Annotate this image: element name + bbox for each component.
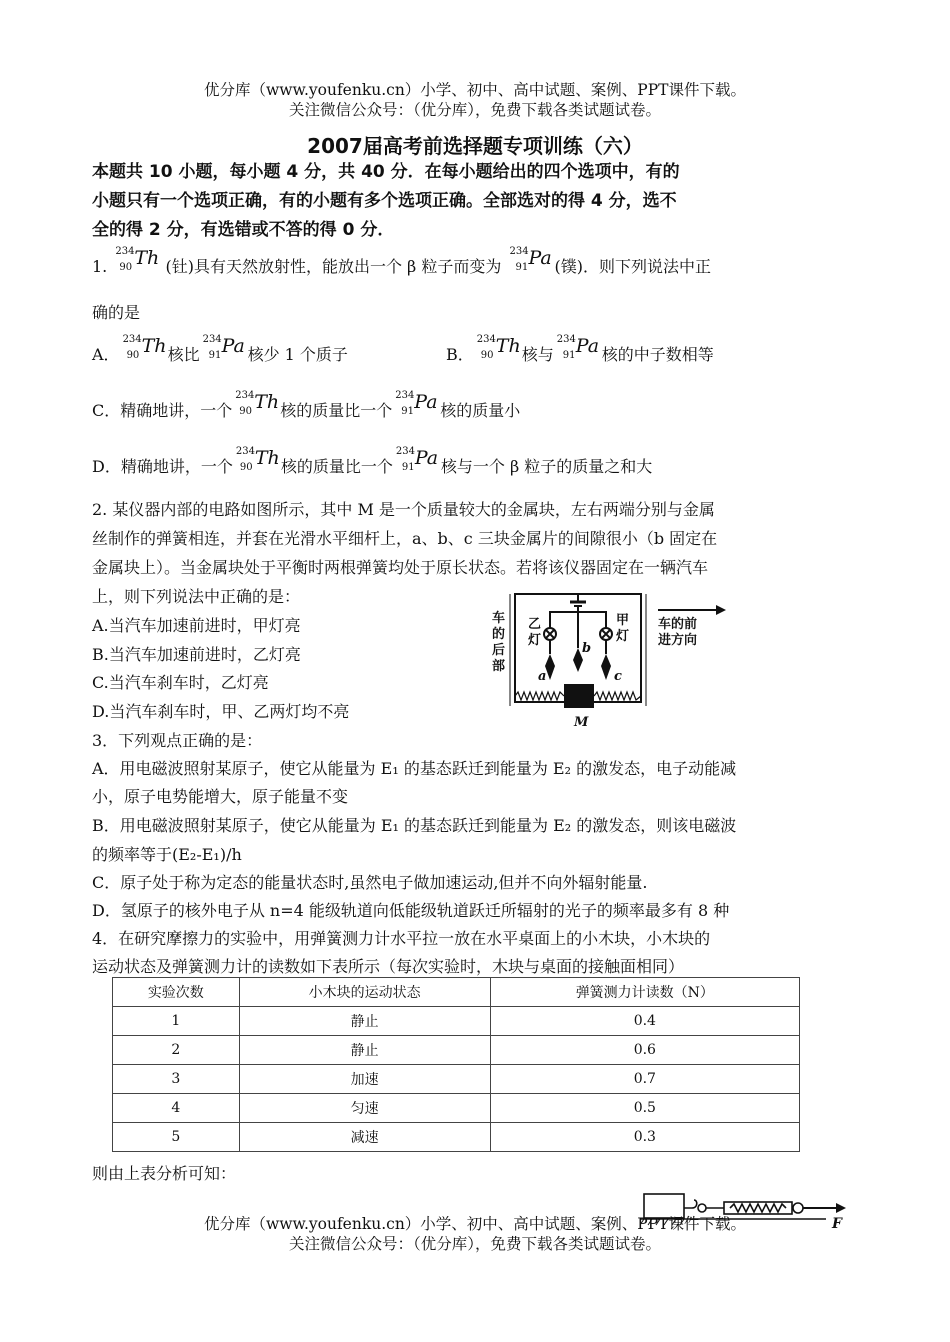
- right-spring: [594, 692, 641, 700]
- lamp-yi-label: 乙: [528, 617, 542, 632]
- rear-label: 部: [492, 659, 506, 674]
- table-row: 3 加速 0.7: [113, 1065, 800, 1094]
- q2-option-a[interactable]: A.当汽车加速前进时，甲灯亮: [92, 616, 301, 635]
- q2-stem: 2. 某仪器内部的电路如图所示，其中 M 是一个质量较大的金属块，左右两端分别与金属: [92, 500, 715, 519]
- rear-label: 的: [492, 627, 506, 642]
- lamp-jia-icon: [600, 628, 612, 640]
- table-row: 4 匀速 0.5: [113, 1094, 800, 1123]
- pa-nuclide: 234 91 Pa: [395, 446, 439, 473]
- table-row: 1 静止 0.4: [113, 1007, 800, 1036]
- q2-option-c[interactable]: C.当汽车刹车时，乙灯亮: [92, 673, 269, 692]
- lamp-jia-label: 甲: [616, 613, 630, 628]
- th-nuclide: 234 90 Th: [115, 246, 160, 273]
- intro-line: 全的得 2 分，有选错或不答的得 0 分．: [92, 220, 395, 240]
- label-c: c: [614, 669, 622, 684]
- table-row: 5 减速 0.3: [113, 1123, 800, 1152]
- intro-line: 小题只有一个选项正确，有的小题有多个选项正确。全部选对的得 4 分，选不: [92, 191, 677, 211]
- q1-option-d[interactable]: D．精确地讲，一个 234 90 Th 核的质量比一个 234 91 Pa 核与一个 β 粒子的质量之和大: [92, 446, 653, 476]
- site-footer-line2: 关注微信公众号：（优分库），免费下载各类试题试卷。: [288, 1235, 661, 1253]
- table-header: 弹簧测力计读数（N）: [490, 978, 799, 1007]
- pa-nuclide: 234 91 Pa: [509, 246, 552, 273]
- force-arrow-icon: [836, 1203, 846, 1213]
- front-label: 进方向: [658, 633, 698, 648]
- q1-stem-cont: 确的是: [92, 303, 141, 322]
- label-M: M: [574, 715, 589, 730]
- th-nuclide: 234 90 Th: [476, 334, 521, 361]
- q1-option-a[interactable]: A． 234 90 Th 核比 234 91 Pa 核少 1 个质子: [92, 334, 348, 364]
- q4-stem: 4．在研究摩擦力的实验中，用弹簧测力计水平拉一放在水平桌面上的小木块，小木块的: [92, 929, 711, 948]
- page-title: 2007届高考前选择题专项训练（六）: [307, 134, 643, 158]
- q4-after: 则由上表分析可知：: [92, 1164, 237, 1183]
- q2-option-d[interactable]: D.当汽车刹车时，甲、乙两灯均不亮: [92, 702, 350, 721]
- table-row: 2 静止 0.6: [113, 1036, 800, 1065]
- lamp-yi-label: 灯: [528, 633, 542, 648]
- q1-option-c[interactable]: C．精确地讲，一个 234 90 Th 核的质量比一个 234 91 Pa 核的质量小: [92, 390, 521, 420]
- rear-label: 后: [492, 643, 506, 658]
- label-a: a: [538, 669, 547, 684]
- q4-stem: 运动状态及弹簧测力计的读数如下表所示（每次实验时，木块与桌面的接触面相同）: [92, 957, 685, 976]
- lamp-yi-icon: [544, 628, 556, 640]
- pa-nuclide: 234 91 Pa: [395, 390, 438, 417]
- q3-option-d[interactable]: D．氢原子的核外电子从 n=4 能级轨道向低能级轨道跃迁所辐射的光子的频率最多有 8 种: [92, 901, 730, 920]
- q3-option-c[interactable]: C．原子处于称为定态的能量状态时,虽然电子做加速运动,但并不向外辐射能量.: [92, 873, 648, 892]
- q3-option-a[interactable]: A．用电磁波照射某原子，使它从能量为 E₁ 的基态跃迁到能量为 E₂ 的激发态，电子动能减: [92, 759, 737, 778]
- direction-arrow-icon: [716, 605, 726, 615]
- q3-option-b[interactable]: B．用电磁波照射某原子，使它从能量为 E₁ 的基态跃迁到能量为 E₂ 的激发态，则该电磁波: [92, 816, 737, 835]
- q2-stem: 丝制作的弹簧相连，并套在光滑水平细杆上，a、b、c 三块金属片的间隙很小（b 固定在: [92, 529, 718, 548]
- q1-option-b[interactable]: B． 234 90 Th 核与 234 91 Pa 核的中子数相等: [446, 334, 714, 364]
- circuit-diagram: [488, 588, 728, 736]
- table-header-row: [113, 978, 800, 1007]
- pa-nuclide: 234 91 Pa: [202, 334, 245, 361]
- q2-stem: 金属块上）。当金属块处于平衡时两根弹簧均处于原长状态。若将该仪器固定在一辆汽车: [92, 558, 709, 577]
- label-b: b: [582, 641, 592, 656]
- q3-option-b-cont: 的频率等于(E₂-E₁)/h: [92, 845, 242, 864]
- th-nuclide: 234 90 Th: [235, 446, 280, 473]
- site-header-line1: 优分库（www.youfenku.cn）小学、初中、高中试题、案例、PPT课件下载。: [203, 81, 747, 99]
- th-nuclide: 234 90 Th: [122, 334, 167, 361]
- th-nuclide: 234 90 Th: [235, 390, 280, 417]
- plate-c: [601, 654, 611, 680]
- pa-nuclide: 234 91 Pa: [556, 334, 600, 361]
- rear-label: 车: [492, 611, 506, 626]
- results-table: [112, 977, 800, 1152]
- site-footer-line1: 优分库（www.youfenku.cn）小学、初中、高中试题、案例、PPT课件下载。: [203, 1215, 747, 1233]
- site-header-line2: 关注微信公众号：（优分库），免费下载各类试题试卷。: [288, 101, 661, 119]
- q3-option-a-cont: 小，原子电势能增大，原子能量不变: [92, 787, 349, 806]
- plate-a: [545, 654, 555, 680]
- table-header: 小木块的运动状态: [239, 978, 490, 1007]
- block-M: [564, 684, 594, 708]
- q3-stem: 3．下列观点正确的是：: [92, 731, 263, 750]
- table-header: 实验次数: [113, 978, 240, 1007]
- lamp-jia-label: 灯: [616, 629, 630, 644]
- intro-line: 本题共 10 小题，每小题 4 分，共 40 分．在每小题给出的四个选项中，有的: [92, 162, 680, 182]
- q1-stem: 1. 234 90 Th (钍)具有天然放射性，能放出一个 β 粒子而变为 234 91 Pa (镤)．则下列说法中正: [92, 246, 711, 276]
- front-label: 车的前: [658, 617, 698, 632]
- force-label: F: [832, 1216, 842, 1232]
- q2-stem: 上，则下列说法中正确的是：: [92, 587, 301, 606]
- left-spring: [515, 692, 564, 700]
- q2-option-b[interactable]: B.当汽车加速前进时，乙灯亮: [92, 645, 301, 664]
